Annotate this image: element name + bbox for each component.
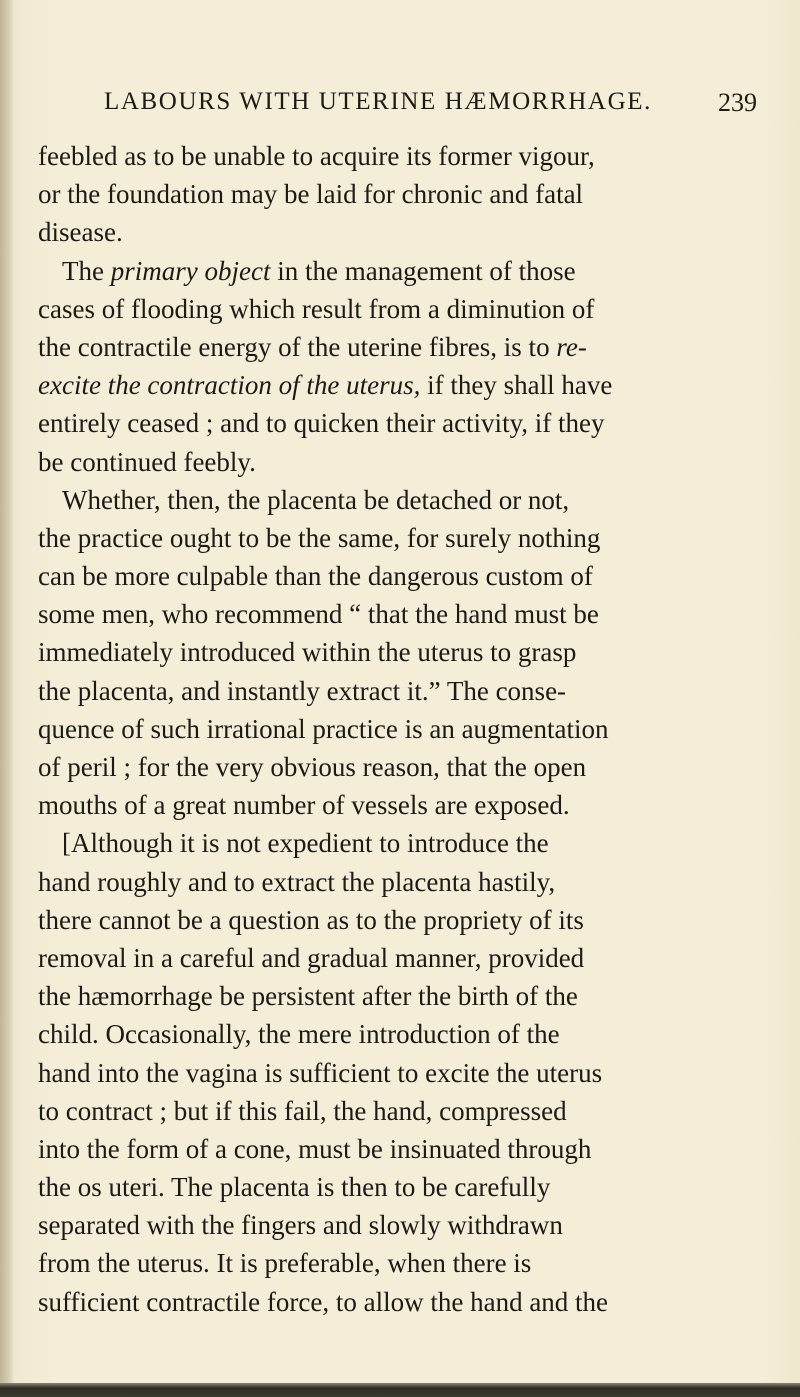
line-text: if they shall have [420,370,613,401]
line-text: quence of such irrational practice is an augmentation [38,713,609,744]
line-text: some men, who recommend “ that the hand must be [38,599,599,630]
text-line [38,633,788,671]
text-line [38,213,788,251]
body-text [38,137,788,1321]
line-text: the hæmorrhage be persistent after the birth of the [38,981,578,1012]
italic-text: excite the contraction of the uterus, [38,370,421,401]
text-line [38,901,788,939]
line-text: be continued feebly. [38,446,256,477]
text-line [38,137,788,175]
text-line [38,557,788,595]
text-line [38,1015,788,1053]
text-line [38,863,788,901]
page-number: 239 [718,88,757,117]
text-line [38,1054,788,1092]
text-line [38,290,788,328]
page-bottom-edge [0,1383,800,1397]
text-line [38,1283,788,1321]
line-text: The [62,255,111,286]
text-line [38,595,788,633]
text-line [38,1168,788,1206]
line-text: in the management of those [270,255,576,286]
italic-text: re- [556,331,587,362]
text-line [38,710,788,748]
line-text: of peril ; for the very obvious reason, that the open [38,752,587,782]
text-line [38,481,788,519]
line-text: cases of flooding which result from a diminution of [38,293,595,324]
text-line [38,443,788,481]
line-text: Whether, then, the placenta be detached or not, [62,484,570,515]
line-text: entirely ceased ; and to quicken their activity, if they [38,408,605,439]
text-line [38,748,788,786]
line-text: or the foundation may be laid for chronic and fatal [38,179,584,210]
text-line [38,824,788,862]
text-line [38,786,788,824]
page-header [0,88,800,118]
text-line [38,404,788,442]
line-text: into the form of a cone, must be insinuated through [38,1133,592,1164]
text-line [38,366,788,404]
text-line [38,672,788,710]
line-text: hand roughly and to extract the placenta hastily, [38,866,556,897]
text-line [38,1092,788,1130]
text-line [38,1206,788,1244]
running-head: LABOURS WITH UTERINE HÆMORRHAGE. [104,88,652,115]
text-line [38,977,788,1015]
line-text: removal in a careful and gradual manner, provided [38,942,585,973]
text-line [38,1244,788,1282]
line-text: there cannot be a question as to the propriety of its [38,904,584,935]
text-line [38,939,788,977]
text-line [38,328,788,366]
line-text: feebled as to be unable to acquire its former vigour, [38,141,595,171]
line-text: separated with the fingers and slowly withdrawn [38,1210,563,1241]
line-text: hand into the vagina is sufficient to excite the uterus [38,1057,603,1088]
line-text: from the uterus. It is preferable, when there is [38,1248,532,1279]
line-text: immediately introduced within the uterus to grasp [38,637,577,668]
line-text: the practice ought to be the same, for surely nothing [38,522,601,553]
line-text: to contract ; but if this fail, the hand, compressed [38,1095,567,1126]
italic-text: primary object [110,255,271,286]
line-text: disease. [38,217,123,248]
text-line [38,519,788,557]
line-text: child. Occasionally, the mere introduction of the [38,1019,560,1050]
page-gutter-shadow [0,0,14,1397]
text-line [38,1130,788,1168]
line-text: can be more culpable than the dangerous custom of [38,561,593,592]
line-text: the placenta, and instantly extract it.” The conse- [38,675,567,706]
line-text: [Although it is not expedient to introduce the [62,828,549,859]
line-text: the contractile energy of the uterine fibres, is to [38,331,557,362]
text-line [38,252,788,290]
text-line [38,175,788,213]
line-text: sufficient contractile force, to allow the hand and the [38,1286,609,1317]
line-text: the os uteri. The placenta is then to be carefully [38,1172,551,1203]
line-text: mouths of a great number of vessels are exposed. [38,790,570,821]
